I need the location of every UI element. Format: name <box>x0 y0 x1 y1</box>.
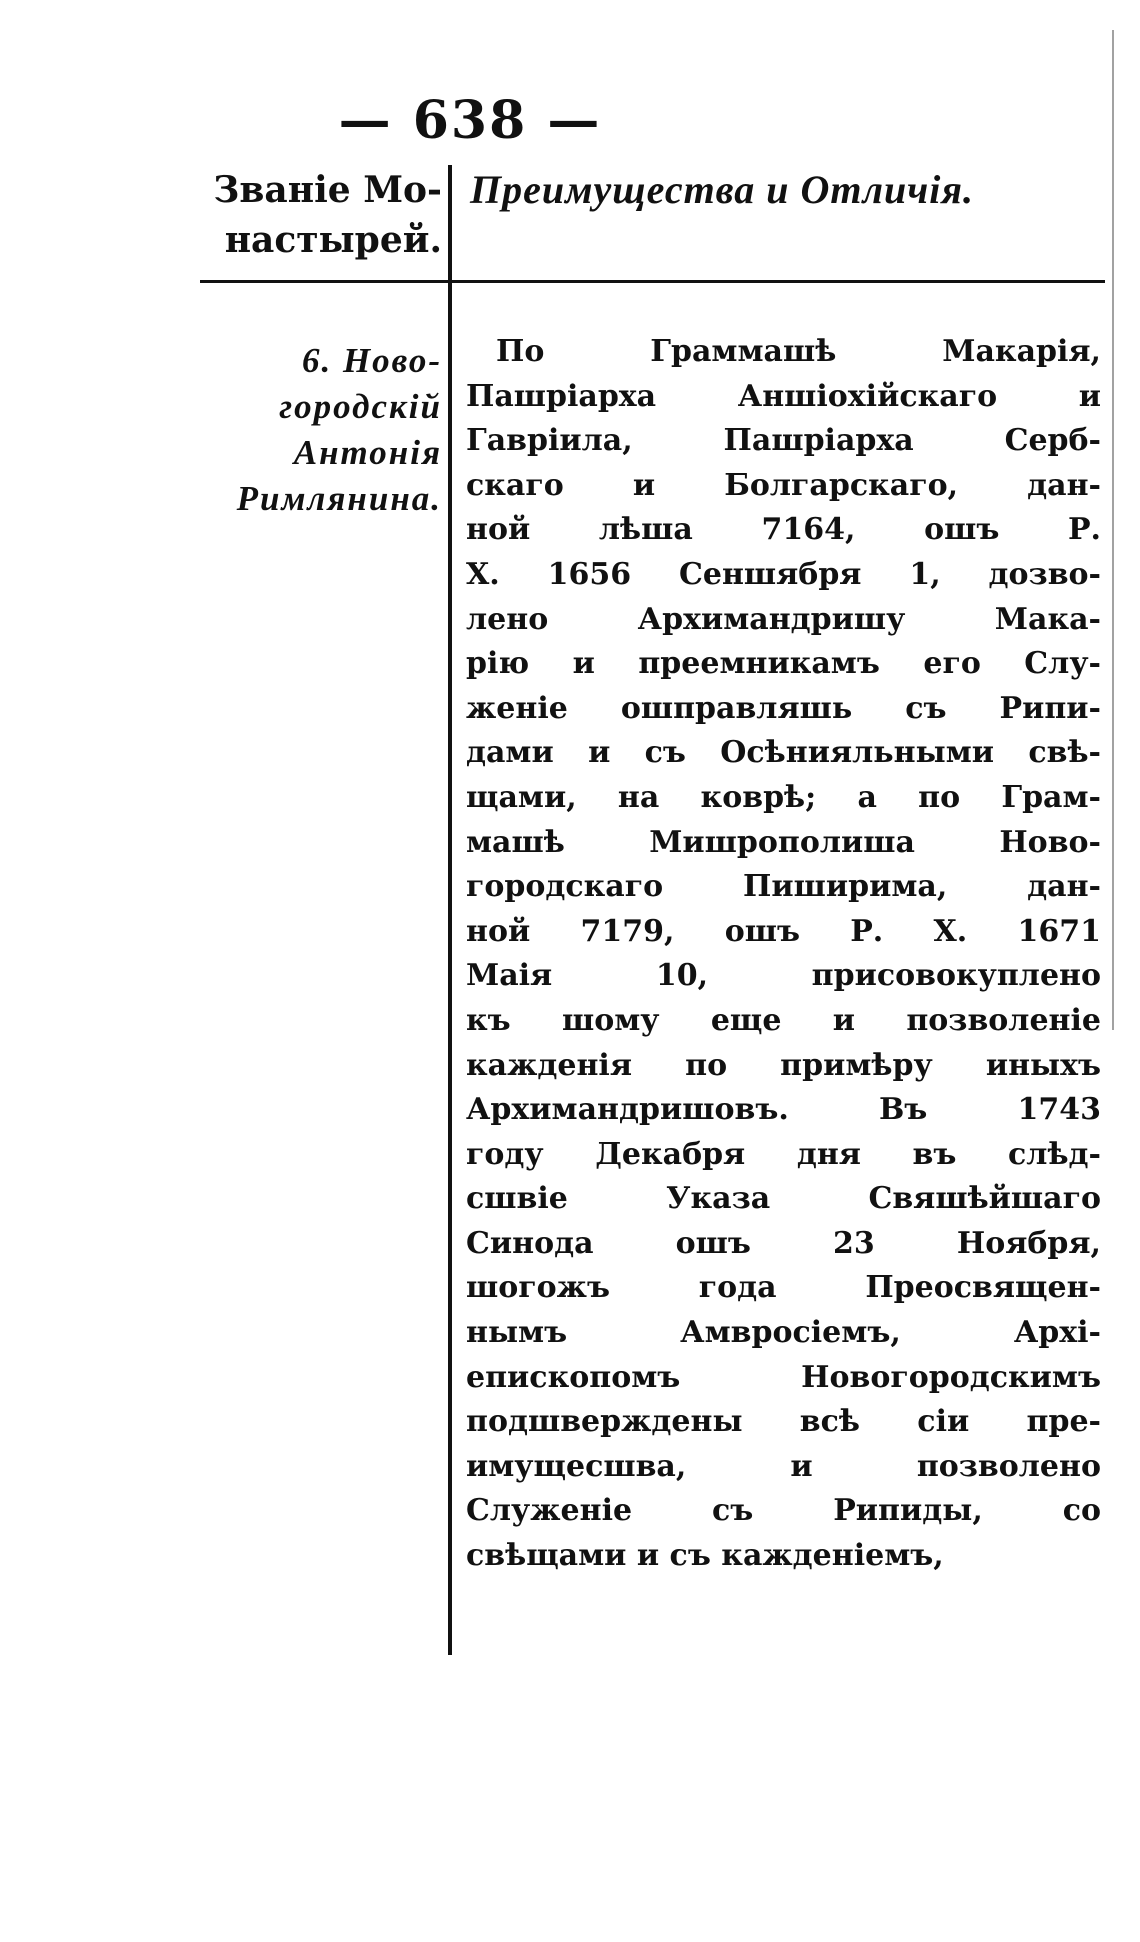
text-line: имущесшва, и позволено <box>466 1448 1101 1484</box>
text-line: Маія 10, присовокуплено <box>466 958 1101 994</box>
text-line: щами, на коврѣ; а по Грам- <box>466 779 1101 815</box>
column-header-line: настырей. <box>224 219 442 261</box>
text-line: машѣ Мишрополиша Ново- <box>466 824 1101 860</box>
text-line: году Декабря дня въ слѣд- <box>466 1136 1101 1172</box>
text-line: женіе ошправляшь съ Рипи- <box>466 690 1101 726</box>
monastery-name-line: Римлянина. <box>236 479 442 518</box>
text-line: лено Архимандришу Мака- <box>466 601 1101 637</box>
text-line: Синода ошъ 23 Ноября, <box>466 1225 1101 1261</box>
text-line: сшвіе Указа Свяшѣйшаго <box>466 1181 1101 1217</box>
text-line: ной 7179, ошъ Р. Х. 1671 <box>466 913 1101 949</box>
page-number: — 638 — <box>338 90 602 151</box>
text-line: нымъ Амвросіемъ, Архі- <box>466 1315 1101 1351</box>
monastery-name-line: 6. Ново- <box>301 341 442 380</box>
text-line: Пашріарха Аншіохійскаго и <box>466 378 1101 414</box>
text-line: епископомъ Новогородскимъ <box>466 1359 1101 1395</box>
text-line: подшверждены всѣ сіи пре- <box>466 1404 1101 1440</box>
text-line: Служеніе съ Рипиды, со <box>466 1493 1101 1529</box>
text-line: городскаго Пиширима, дан- <box>466 869 1101 905</box>
text-line: кажденія по примѣру иныхъ <box>466 1047 1101 1083</box>
text-line: Архимандришовъ. Въ 1743 <box>466 1092 1101 1128</box>
header-rule <box>200 280 1105 283</box>
column-divider <box>448 165 452 1655</box>
text-line: рію и преемникамъ его Слу- <box>466 646 1101 682</box>
text-line: По Граммашѣ Макарія, <box>496 334 1101 369</box>
text-line: ной лѣша 7164, ошъ Р. <box>466 512 1101 548</box>
page-edge-line <box>1112 30 1114 1030</box>
text-line: свѣщами и съ кажденіемъ, <box>466 1538 944 1574</box>
text-line: шогожъ года Преосвящен- <box>466 1270 1101 1306</box>
text-line: Гавріила, Пашріарха Серб- <box>466 423 1101 459</box>
text-line: къ шому еще и позволеніе <box>466 1002 1101 1038</box>
text-line: Х. 1656 Сеншября 1, дозво- <box>466 556 1101 592</box>
column-header-privileges: Преимущества и Отличія. <box>470 167 975 212</box>
column-header-line: Званіе Мо- <box>213 169 442 211</box>
monastery-name <box>200 338 442 522</box>
column-header-monastery-title <box>210 165 442 265</box>
privileges-text <box>466 330 1101 1579</box>
text-line: дами и съ Осѣнияльными свѣ- <box>466 735 1101 771</box>
monastery-name-line: Антонія <box>293 433 442 472</box>
text-line: скаго и Болгарскаго, дан- <box>466 467 1101 503</box>
monastery-name-line: городскій <box>279 387 442 426</box>
